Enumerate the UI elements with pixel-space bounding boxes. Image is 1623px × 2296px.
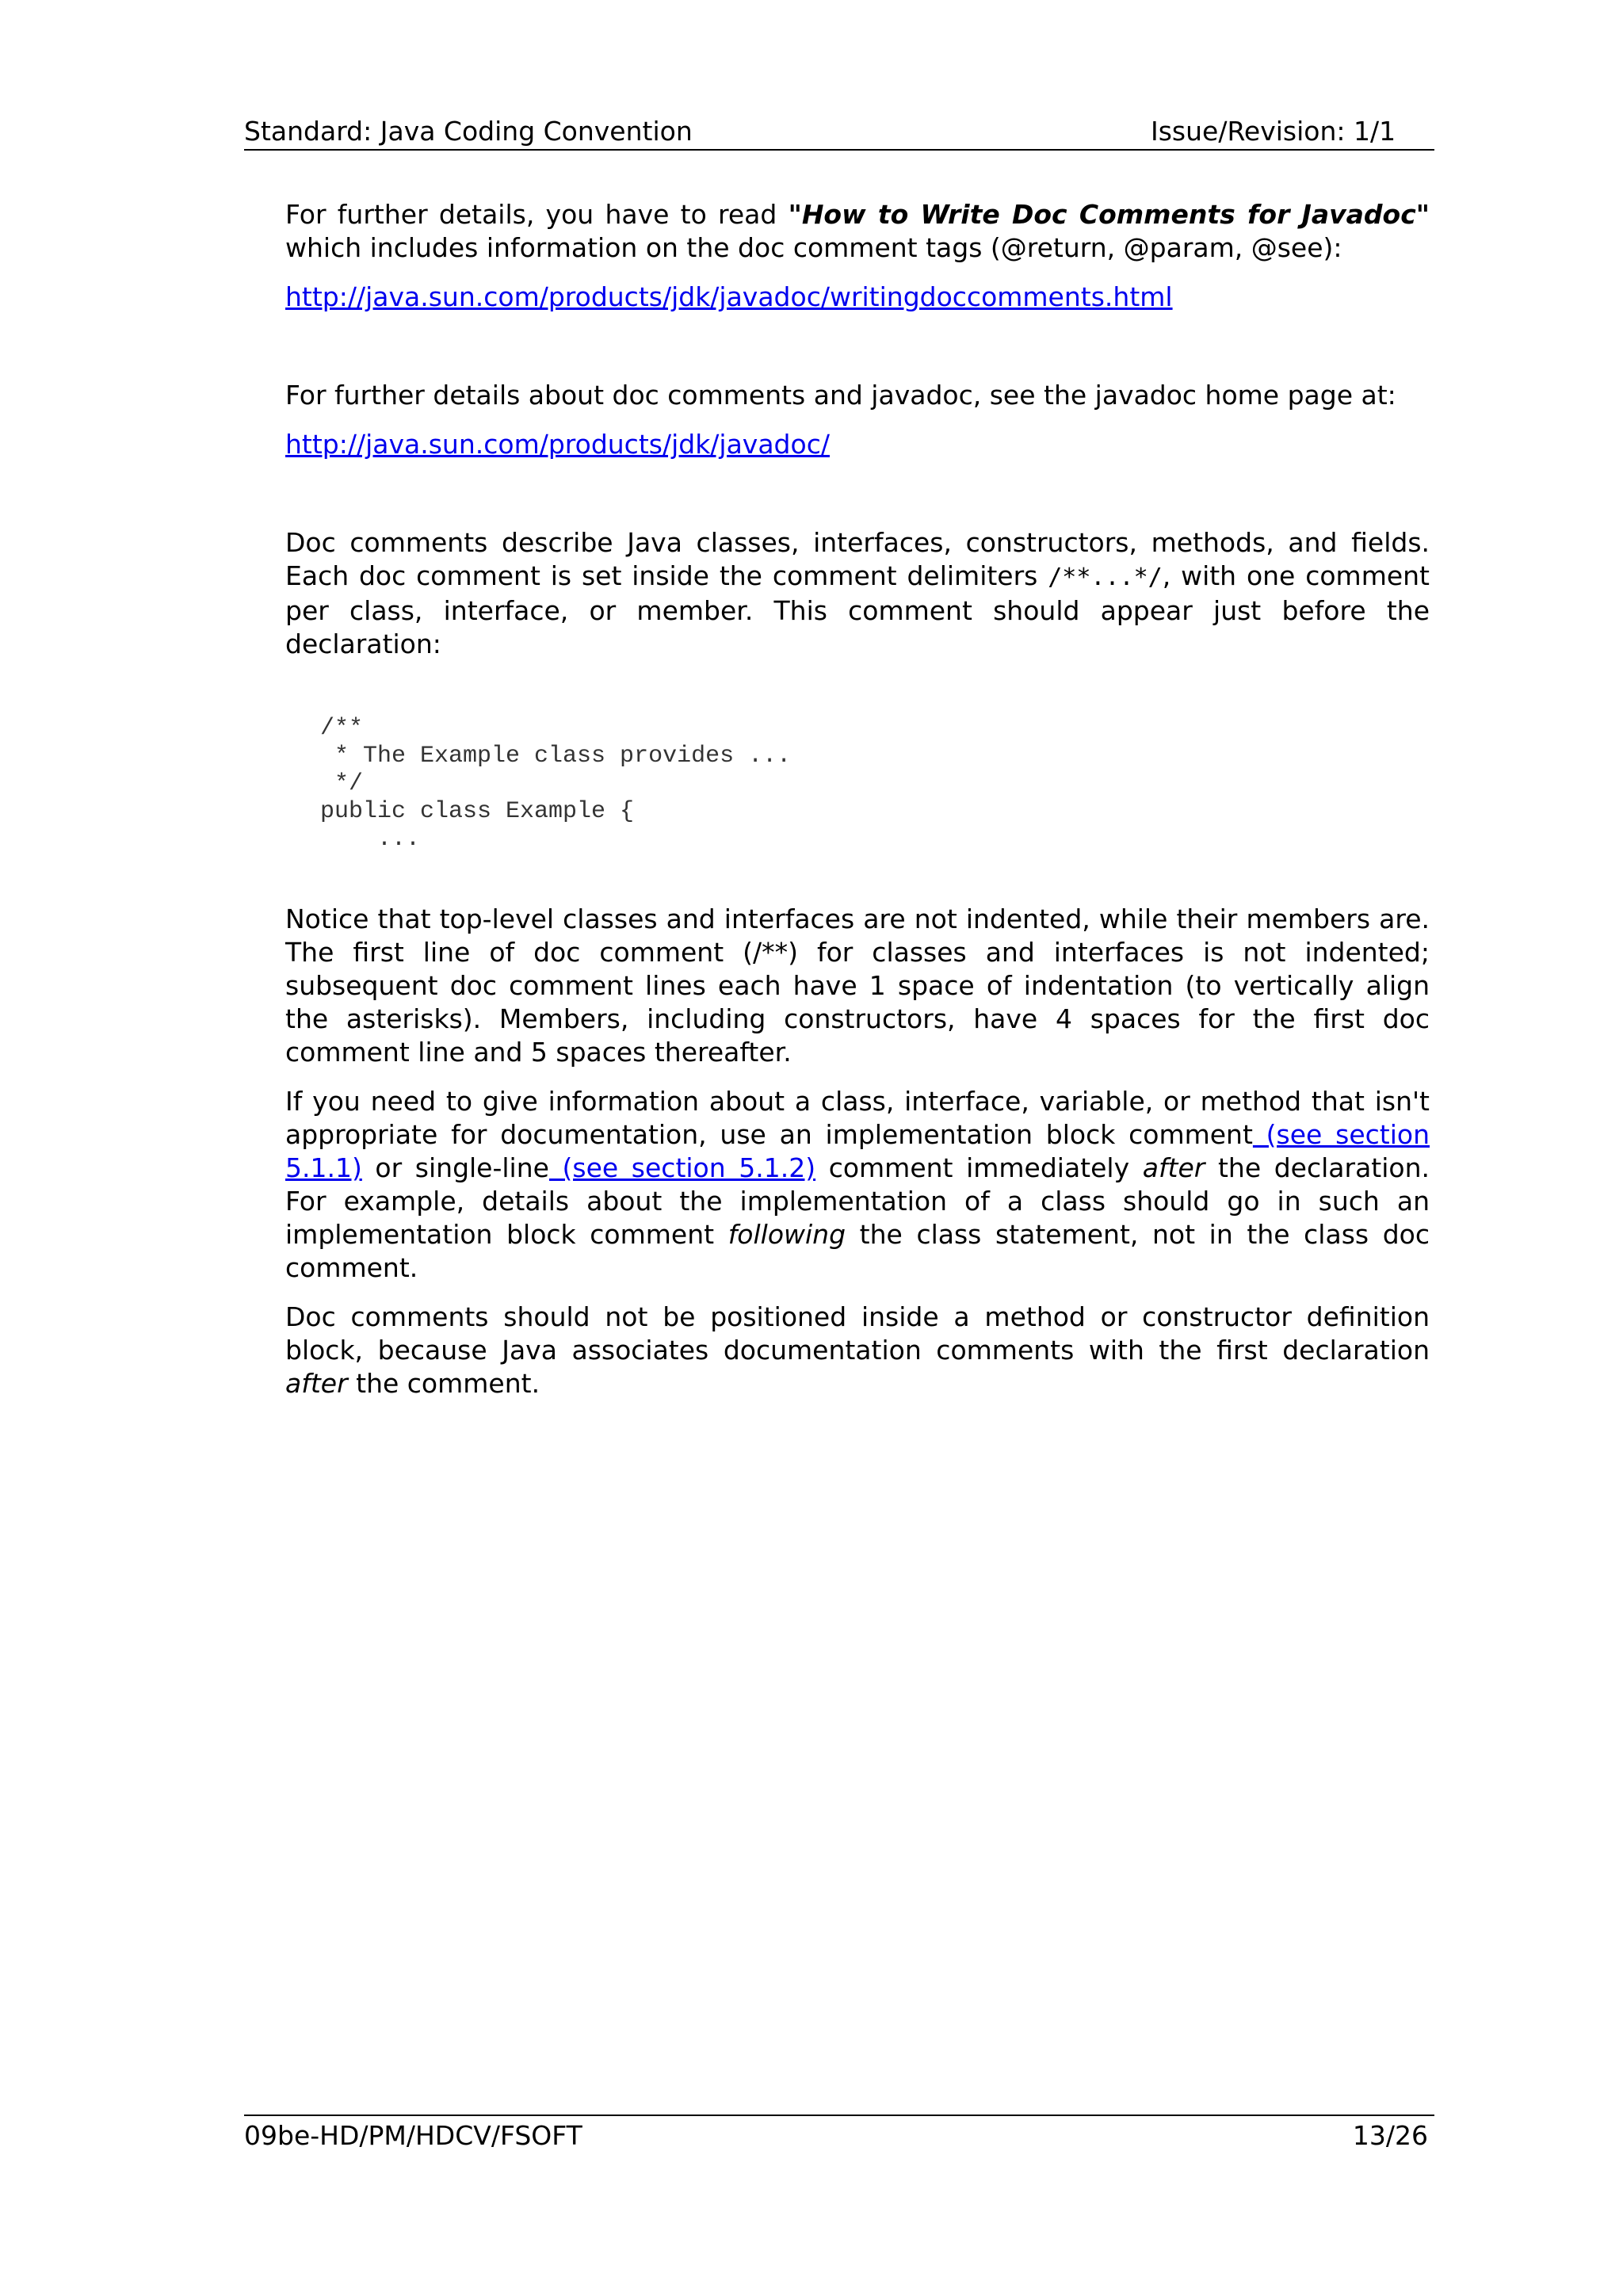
- code-line: * The Example class provides ...: [320, 743, 792, 770]
- see-section-5-1-2-link[interactable]: (see section 5.1.2): [548, 1152, 816, 1183]
- page-header: [244, 114, 1434, 151]
- header-title: Standard: Java Coding Convention: [244, 116, 693, 147]
- header-revision: Issue/Revision: 1/1: [1151, 116, 1396, 147]
- code-line: */: [320, 770, 364, 797]
- code-line: /**: [320, 715, 364, 742]
- writingdoccomments-link[interactable]: http://java.sun.com/products/jdk/javadoc/writingdoccomments.html: [285, 281, 1173, 312]
- inline-code-delimiters: /**...*/: [1048, 563, 1163, 591]
- code-line: ...: [320, 826, 421, 853]
- code-line: public class Example {: [320, 798, 635, 825]
- footer-document-code: 09be-HD/PM/HDCV/FSOFT: [244, 2120, 582, 2151]
- paragraph-doc-comment-position: Doc comments should not be positioned inside a method or constructor definition block, because Java associates documentation comments with the first declaration after the comment.: [285, 1301, 1430, 1399]
- paragraph-doc-comments-describe: Doc comments describe Java classes, interfaces, constructors, methods, and fields. Each doc comment is set inside the comment delimiters /**...*/, with one comment per class, interface, or member. This comment should appear just before the declaration:: [285, 527, 1430, 659]
- code-example: [285, 715, 1430, 854]
- link-paragraph-2: [285, 428, 1430, 461]
- paragraph-javadoc-home: For further details about doc comments and javadoc, see the javadoc home page at:: [285, 380, 1396, 411]
- paragraph-implementation-comments: If you need to give information about a class, interface, variable, or method that isn't appropriate for documentation, use an implementation block comment (see section 5.1.1) or single-line (see section 5.1.2) comment immediately after the declaration. For example, details about the implementation of a class should go in such an implementation block comment following the class statement, not in the class doc comment.: [285, 1086, 1430, 1283]
- page-content: [285, 198, 1430, 1400]
- page-footer: [244, 2115, 1434, 2151]
- javadoc-home-link[interactable]: http://java.sun.com/products/jdk/javadoc/: [285, 429, 830, 460]
- page-number: 13/26: [1352, 2120, 1428, 2151]
- guide-title: How to Write Doc Comments for Javadoc: [801, 199, 1416, 230]
- link-paragraph-1: [285, 281, 1430, 314]
- paragraph-doc-comments-guide: For further details, you have to read "How to Write Doc Comments for Javadoc" which includes information on the doc comment tags (@return, @param, @see):: [285, 199, 1430, 263]
- paragraph-indentation-notice: Notice that top-level classes and interfaces are not indented, while their members are. The first line of doc comment (/**) for classes and interfaces is not indented; subsequent doc comment lines each have 1 space of indentation (to vertically align the asterisks). Members, including constructors, have 4 spaces for the first doc comment line and 5 spaces thereafter.: [285, 904, 1430, 1068]
- see-section-5-1-1-link[interactable]: (see section 5.1.1): [285, 1119, 1430, 1183]
